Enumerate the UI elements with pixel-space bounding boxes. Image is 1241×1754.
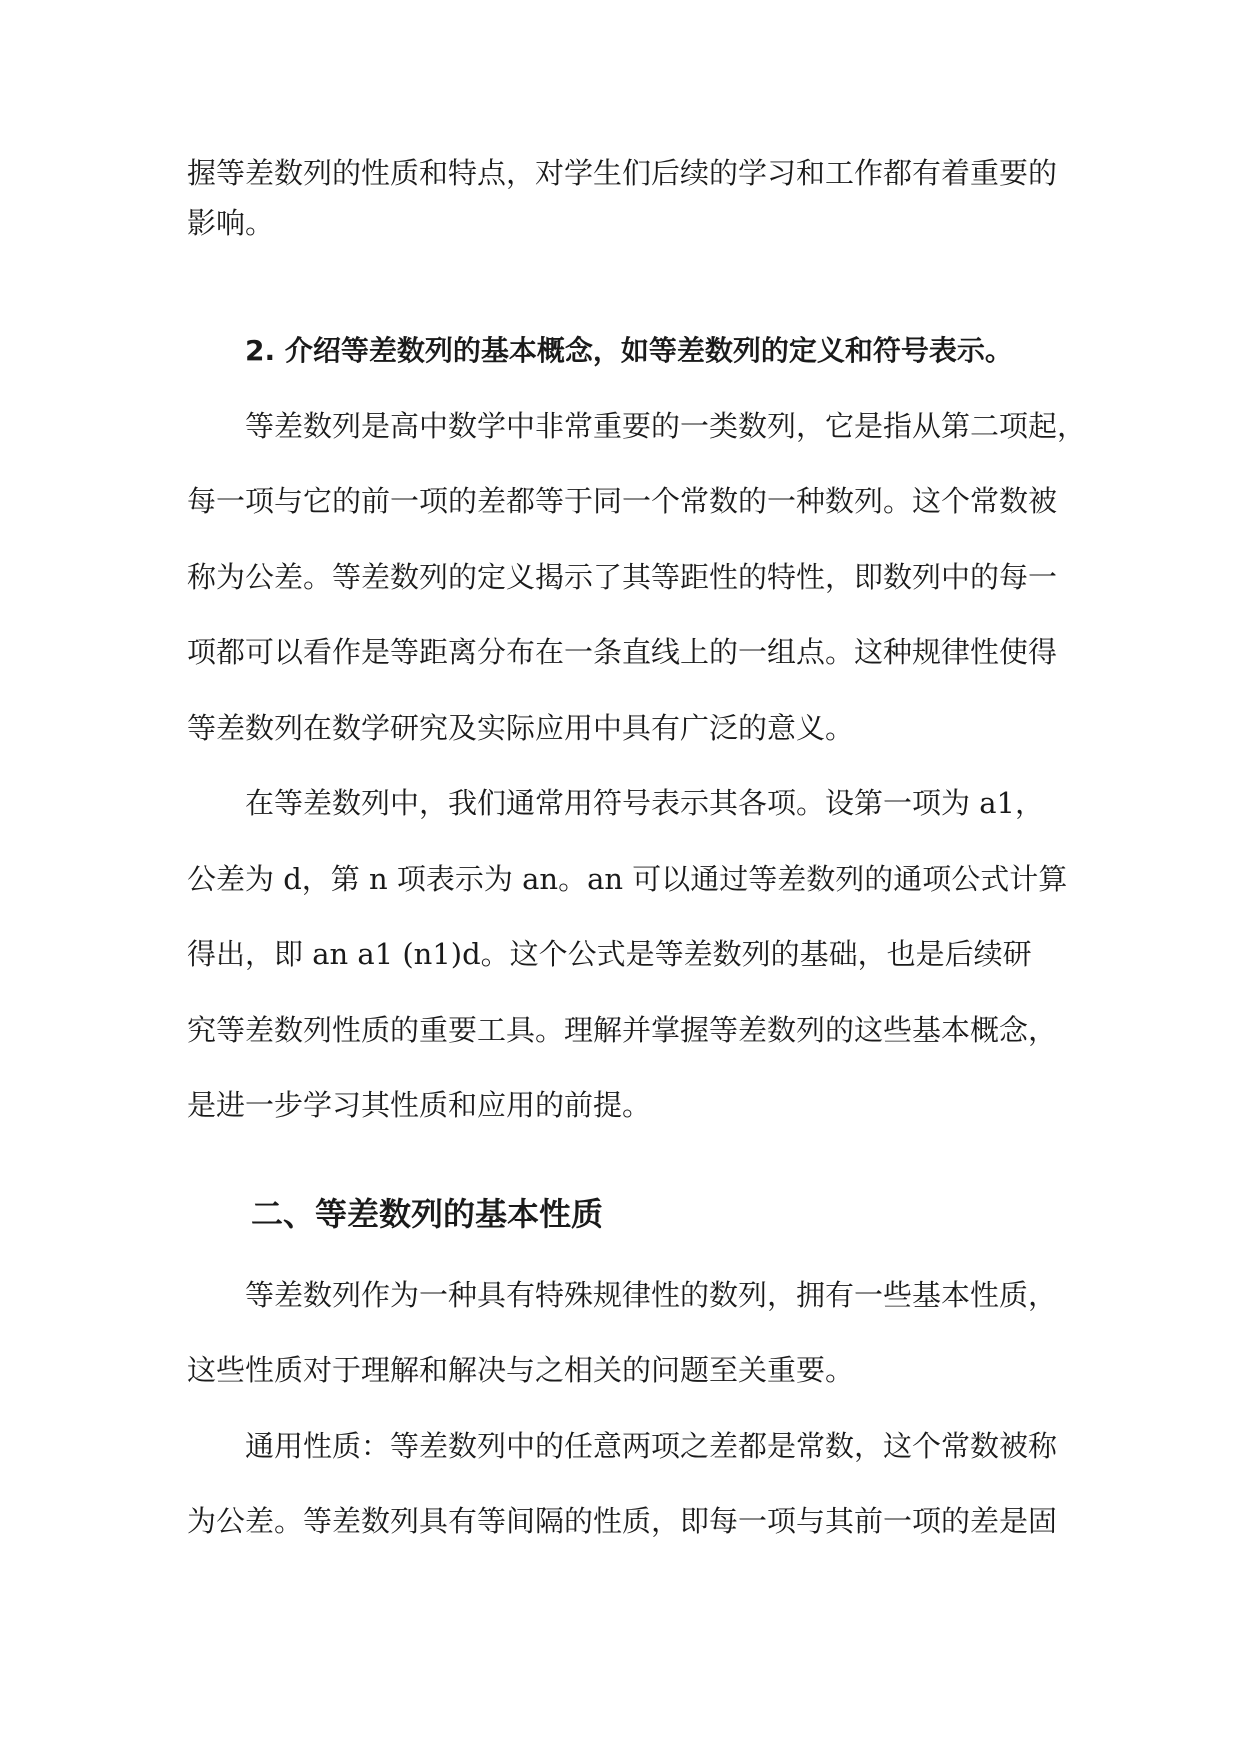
text-line: 究等差数列性质的重要工具。理解并掌握等差数列的这些基本概念， [187,1013,1058,1047]
text-line: 通用性质：等差数列中的任意两项之差都是常数，这个常数被称 [245,1429,1058,1463]
text-line: 称为公差。等差数列的定义揭示了其等距性的特性，即数列中的每一 [187,560,1058,594]
text-line: 项都可以看作是等距离分布在一条直线上的一组点。这种规律性使得 [187,635,1058,669]
text-line: 握等差数列的性质和特点，对学生们后续的学习和工作都有着重要的 [187,156,1058,190]
text-line: 为公差。等差数列具有等间隔的性质，即每一项与其前一项的差是固 [187,1504,1058,1538]
chapter-heading: 二、等差数列的基本性质 [251,1195,604,1233]
text-line: 等差数列作为一种具有特殊规律性的数列，拥有一些基本性质， [245,1278,1058,1312]
section-subheading: 2. 介绍等差数列的基本概念，如等差数列的定义和符号表示。 [245,334,1013,367]
text-line: 在等差数列中，我们通常用符号表示其各项。设第一项为 a1， [245,786,1044,820]
text-line: 每一项与它的前一项的差都等于同一个常数的一种数列。这个常数被 [187,484,1058,518]
text-line: 等差数列在数学研究及实际应用中具有广泛的意义。 [187,711,855,745]
text-line: 这些性质对于理解和解决与之相关的问题至关重要。 [187,1353,855,1387]
text-line: 得出，即 an a1 (n1)d。这个公式是等差数列的基础，也是后续研 [187,937,1032,971]
text-line: 是进一步学习其性质和应用的前提。 [187,1088,652,1122]
text-line: 等差数列是高中数学中非常重要的一类数列，它是指从第二项起， [245,409,1087,443]
text-line: 公差为 d，第 n 项表示为 an。an 可以通过等差数列的通项公式计算 [187,862,1068,896]
text-line: 影响。 [187,206,275,240]
